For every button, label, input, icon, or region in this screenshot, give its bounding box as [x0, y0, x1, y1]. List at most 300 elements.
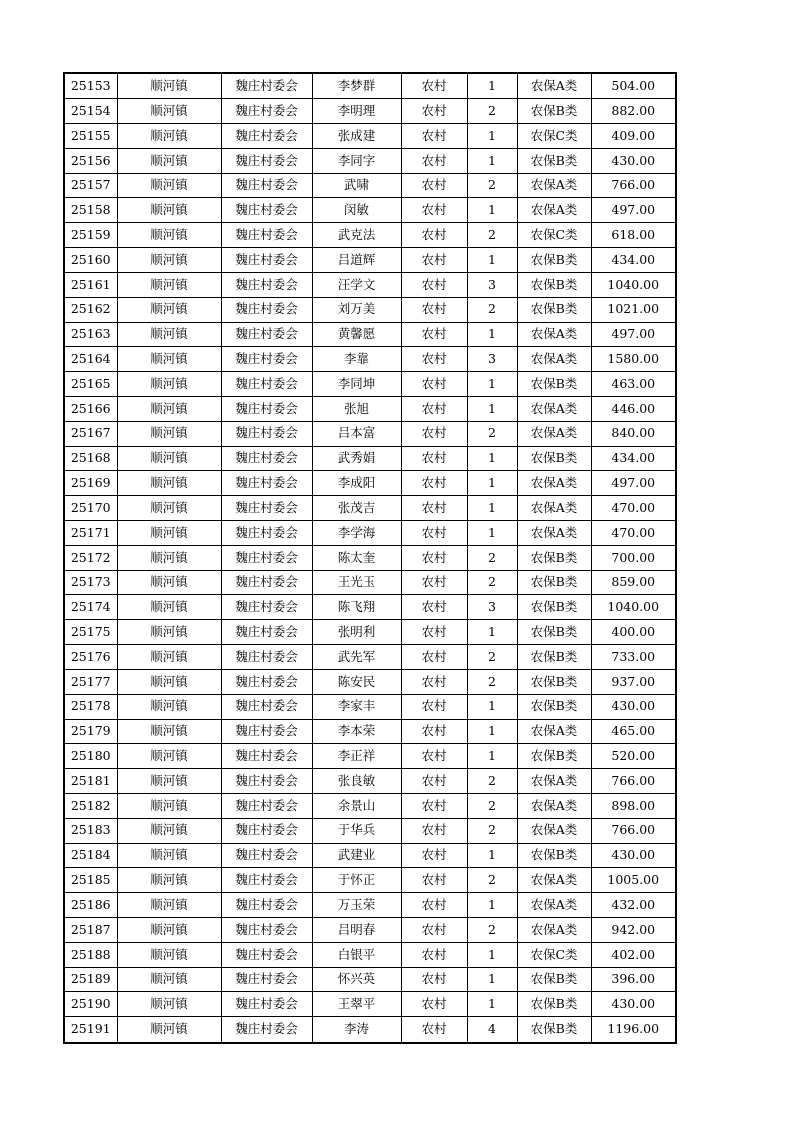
- cell-village: 魏庄村委会: [221, 620, 312, 645]
- cell-town: 顺河镇: [117, 843, 221, 868]
- cell-village: 魏庄村委会: [221, 818, 312, 843]
- cell-amount: 733.00: [591, 645, 676, 670]
- cell-name: 刘万美: [312, 297, 401, 322]
- table-row: [64, 198, 676, 223]
- cell-serial: 25153: [64, 73, 117, 99]
- cell-name: 张茂吉: [312, 496, 401, 521]
- cell-serial: 25160: [64, 248, 117, 273]
- cell-name: 陈太奎: [312, 545, 401, 570]
- cell-name: 怀兴英: [312, 967, 401, 992]
- cell-name: 武秀娟: [312, 446, 401, 471]
- cell-category: 农保B类: [517, 694, 591, 719]
- cell-serial: 25169: [64, 471, 117, 496]
- cell-amount: 409.00: [591, 124, 676, 149]
- cell-category: 农保B类: [517, 446, 591, 471]
- table-row: [64, 372, 676, 397]
- cell-town: 顺河镇: [117, 173, 221, 198]
- cell-residence: 农村: [401, 595, 467, 620]
- cell-serial: 25162: [64, 297, 117, 322]
- cell-serial: 25154: [64, 99, 117, 124]
- cell-amount: 618.00: [591, 223, 676, 248]
- cell-name: 黄馨愿: [312, 322, 401, 347]
- table-row: [64, 818, 676, 843]
- cell-count: 2: [467, 421, 517, 446]
- table-row: [64, 248, 676, 273]
- cell-serial: 25183: [64, 818, 117, 843]
- cell-residence: 农村: [401, 918, 467, 943]
- cell-count: 3: [467, 347, 517, 372]
- cell-amount: 840.00: [591, 421, 676, 446]
- cell-amount: 1196.00: [591, 1017, 676, 1043]
- cell-village: 魏庄村委会: [221, 99, 312, 124]
- cell-category: 农保C类: [517, 124, 591, 149]
- cell-name: 李梦群: [312, 73, 401, 99]
- cell-count: 2: [467, 545, 517, 570]
- table-row: [64, 521, 676, 546]
- cell-town: 顺河镇: [117, 645, 221, 670]
- cell-category: 农保B类: [517, 148, 591, 173]
- cell-category: 农保B类: [517, 1017, 591, 1043]
- cell-village: 魏庄村委会: [221, 645, 312, 670]
- cell-count: 1: [467, 893, 517, 918]
- cell-residence: 农村: [401, 967, 467, 992]
- cell-count: 1: [467, 372, 517, 397]
- cell-town: 顺河镇: [117, 73, 221, 99]
- table-row: [64, 967, 676, 992]
- cell-count: 1: [467, 942, 517, 967]
- cell-serial: 25173: [64, 570, 117, 595]
- cell-town: 顺河镇: [117, 694, 221, 719]
- table-row: [64, 421, 676, 446]
- cell-amount: 700.00: [591, 545, 676, 570]
- cell-name: 李明理: [312, 99, 401, 124]
- cell-town: 顺河镇: [117, 918, 221, 943]
- cell-amount: 430.00: [591, 694, 676, 719]
- cell-count: 2: [467, 918, 517, 943]
- cell-category: 农保B类: [517, 843, 591, 868]
- cell-serial: 25157: [64, 173, 117, 198]
- cell-village: 魏庄村委会: [221, 322, 312, 347]
- cell-town: 顺河镇: [117, 893, 221, 918]
- table-row: [64, 918, 676, 943]
- table-row: [64, 694, 676, 719]
- cell-town: 顺河镇: [117, 669, 221, 694]
- cell-residence: 农村: [401, 818, 467, 843]
- cell-amount: 882.00: [591, 99, 676, 124]
- cell-serial: 25176: [64, 645, 117, 670]
- cell-village: 魏庄村委会: [221, 843, 312, 868]
- cell-village: 魏庄村委会: [221, 496, 312, 521]
- cell-name: 张旭: [312, 396, 401, 421]
- table-row: [64, 645, 676, 670]
- table-row: [64, 173, 676, 198]
- cell-town: 顺河镇: [117, 99, 221, 124]
- cell-town: 顺河镇: [117, 322, 221, 347]
- cell-category: 农保B类: [517, 744, 591, 769]
- cell-category: 农保A类: [517, 521, 591, 546]
- cell-count: 4: [467, 1017, 517, 1043]
- cell-village: 魏庄村委会: [221, 793, 312, 818]
- cell-serial: 25159: [64, 223, 117, 248]
- cell-name: 武先军: [312, 645, 401, 670]
- cell-count: 2: [467, 645, 517, 670]
- cell-amount: 1040.00: [591, 595, 676, 620]
- cell-serial: 25168: [64, 446, 117, 471]
- cell-amount: 463.00: [591, 372, 676, 397]
- cell-count: 2: [467, 818, 517, 843]
- cell-serial: 25155: [64, 124, 117, 149]
- cell-village: 魏庄村委会: [221, 992, 312, 1017]
- table-row: [64, 620, 676, 645]
- cell-serial: 25167: [64, 421, 117, 446]
- cell-residence: 农村: [401, 843, 467, 868]
- cell-residence: 农村: [401, 570, 467, 595]
- cell-count: 2: [467, 793, 517, 818]
- cell-category: 农保C类: [517, 942, 591, 967]
- table-row: [64, 893, 676, 918]
- cell-village: 魏庄村委会: [221, 297, 312, 322]
- cell-name: 李同坤: [312, 372, 401, 397]
- cell-residence: 农村: [401, 322, 467, 347]
- cell-town: 顺河镇: [117, 719, 221, 744]
- cell-name: 万玉荣: [312, 893, 401, 918]
- cell-category: 农保A类: [517, 322, 591, 347]
- cell-town: 顺河镇: [117, 272, 221, 297]
- cell-name: 吕本富: [312, 421, 401, 446]
- cell-village: 魏庄村委会: [221, 372, 312, 397]
- cell-count: 1: [467, 496, 517, 521]
- cell-category: 农保B类: [517, 645, 591, 670]
- cell-town: 顺河镇: [117, 818, 221, 843]
- cell-residence: 农村: [401, 372, 467, 397]
- cell-town: 顺河镇: [117, 347, 221, 372]
- cell-residence: 农村: [401, 446, 467, 471]
- cell-count: 1: [467, 396, 517, 421]
- table-row: [64, 322, 676, 347]
- records-table: [63, 72, 677, 1044]
- cell-residence: 农村: [401, 347, 467, 372]
- cell-village: 魏庄村委会: [221, 421, 312, 446]
- cell-name: 张明利: [312, 620, 401, 645]
- cell-category: 农保B类: [517, 99, 591, 124]
- cell-count: 1: [467, 73, 517, 99]
- cell-residence: 农村: [401, 744, 467, 769]
- cell-town: 顺河镇: [117, 744, 221, 769]
- cell-residence: 农村: [401, 719, 467, 744]
- cell-name: 余景山: [312, 793, 401, 818]
- cell-village: 魏庄村委会: [221, 124, 312, 149]
- table-row: [64, 570, 676, 595]
- table-row: [64, 843, 676, 868]
- cell-residence: 农村: [401, 694, 467, 719]
- cell-amount: 430.00: [591, 843, 676, 868]
- cell-category: 农保B类: [517, 570, 591, 595]
- cell-village: 魏庄村委会: [221, 570, 312, 595]
- cell-count: 1: [467, 198, 517, 223]
- cell-village: 魏庄村委会: [221, 198, 312, 223]
- cell-name: 李同字: [312, 148, 401, 173]
- cell-category: 农保A类: [517, 893, 591, 918]
- cell-serial: 25172: [64, 545, 117, 570]
- cell-amount: 400.00: [591, 620, 676, 645]
- cell-category: 农保B类: [517, 992, 591, 1017]
- table-row: [64, 669, 676, 694]
- cell-town: 顺河镇: [117, 223, 221, 248]
- cell-count: 1: [467, 967, 517, 992]
- cell-category: 农保A类: [517, 347, 591, 372]
- table-row: [64, 471, 676, 496]
- cell-serial: 25188: [64, 942, 117, 967]
- cell-town: 顺河镇: [117, 942, 221, 967]
- cell-amount: 497.00: [591, 198, 676, 223]
- cell-residence: 农村: [401, 396, 467, 421]
- cell-count: 1: [467, 521, 517, 546]
- cell-amount: 497.00: [591, 471, 676, 496]
- cell-serial: 25181: [64, 769, 117, 794]
- cell-count: 3: [467, 272, 517, 297]
- cell-amount: 430.00: [591, 992, 676, 1017]
- table-row: [64, 347, 676, 372]
- cell-category: 农保B类: [517, 620, 591, 645]
- cell-amount: 520.00: [591, 744, 676, 769]
- cell-category: 农保A类: [517, 818, 591, 843]
- cell-village: 魏庄村委会: [221, 769, 312, 794]
- cell-village: 魏庄村委会: [221, 471, 312, 496]
- cell-serial: 25178: [64, 694, 117, 719]
- table-row: [64, 396, 676, 421]
- cell-category: 农保B类: [517, 248, 591, 273]
- cell-amount: 396.00: [591, 967, 676, 992]
- cell-count: 1: [467, 843, 517, 868]
- cell-town: 顺河镇: [117, 421, 221, 446]
- cell-serial: 25190: [64, 992, 117, 1017]
- cell-count: 2: [467, 99, 517, 124]
- table-row: [64, 992, 676, 1017]
- cell-village: 魏庄村委会: [221, 1017, 312, 1043]
- table-row: [64, 272, 676, 297]
- cell-amount: 432.00: [591, 893, 676, 918]
- cell-count: 2: [467, 570, 517, 595]
- table-row: [64, 297, 676, 322]
- cell-category: 农保A类: [517, 421, 591, 446]
- cell-village: 魏庄村委会: [221, 918, 312, 943]
- cell-amount: 465.00: [591, 719, 676, 744]
- cell-serial: 25170: [64, 496, 117, 521]
- cell-residence: 农村: [401, 496, 467, 521]
- cell-amount: 446.00: [591, 396, 676, 421]
- cell-category: 农保A类: [517, 396, 591, 421]
- cell-serial: 25175: [64, 620, 117, 645]
- cell-name: 王光玉: [312, 570, 401, 595]
- cell-name: 武建业: [312, 843, 401, 868]
- cell-residence: 农村: [401, 297, 467, 322]
- cell-serial: 25171: [64, 521, 117, 546]
- cell-village: 魏庄村委会: [221, 396, 312, 421]
- cell-serial: 25165: [64, 372, 117, 397]
- cell-category: 农保A类: [517, 471, 591, 496]
- cell-name: 陈安民: [312, 669, 401, 694]
- cell-count: 2: [467, 769, 517, 794]
- cell-name: 王翠平: [312, 992, 401, 1017]
- cell-town: 顺河镇: [117, 124, 221, 149]
- cell-serial: 25185: [64, 868, 117, 893]
- cell-town: 顺河镇: [117, 446, 221, 471]
- cell-category: 农保A类: [517, 73, 591, 99]
- cell-residence: 农村: [401, 223, 467, 248]
- cell-amount: 402.00: [591, 942, 676, 967]
- cell-serial: 25187: [64, 918, 117, 943]
- cell-town: 顺河镇: [117, 868, 221, 893]
- cell-serial: 25158: [64, 198, 117, 223]
- cell-village: 魏庄村委会: [221, 173, 312, 198]
- cell-amount: 766.00: [591, 818, 676, 843]
- cell-category: 农保B类: [517, 669, 591, 694]
- cell-residence: 农村: [401, 992, 467, 1017]
- cell-town: 顺河镇: [117, 521, 221, 546]
- cell-count: 2: [467, 223, 517, 248]
- cell-amount: 434.00: [591, 446, 676, 471]
- cell-amount: 1021.00: [591, 297, 676, 322]
- cell-amount: 1005.00: [591, 868, 676, 893]
- table-row: [64, 148, 676, 173]
- cell-village: 魏庄村委会: [221, 272, 312, 297]
- cell-name: 闵敏: [312, 198, 401, 223]
- cell-town: 顺河镇: [117, 545, 221, 570]
- table-row: [64, 99, 676, 124]
- cell-serial: 25186: [64, 893, 117, 918]
- cell-count: 1: [467, 322, 517, 347]
- cell-name: 汪学文: [312, 272, 401, 297]
- cell-name: 李本荣: [312, 719, 401, 744]
- table-row: [64, 545, 676, 570]
- cell-town: 顺河镇: [117, 967, 221, 992]
- cell-category: 农保A类: [517, 793, 591, 818]
- table-row: [64, 73, 676, 99]
- cell-town: 顺河镇: [117, 793, 221, 818]
- cell-residence: 农村: [401, 198, 467, 223]
- cell-amount: 497.00: [591, 322, 676, 347]
- cell-residence: 农村: [401, 545, 467, 570]
- cell-village: 魏庄村委会: [221, 521, 312, 546]
- table-row: [64, 719, 676, 744]
- cell-town: 顺河镇: [117, 248, 221, 273]
- cell-count: 1: [467, 992, 517, 1017]
- cell-village: 魏庄村委会: [221, 248, 312, 273]
- table-row: [64, 446, 676, 471]
- cell-name: 武克法: [312, 223, 401, 248]
- cell-serial: 25180: [64, 744, 117, 769]
- cell-serial: 25182: [64, 793, 117, 818]
- cell-town: 顺河镇: [117, 769, 221, 794]
- cell-count: 2: [467, 297, 517, 322]
- cell-residence: 农村: [401, 471, 467, 496]
- cell-category: 农保B类: [517, 545, 591, 570]
- cell-amount: 942.00: [591, 918, 676, 943]
- cell-name: 陈飞翔: [312, 595, 401, 620]
- cell-name: 张成建: [312, 124, 401, 149]
- cell-name: 武啸: [312, 173, 401, 198]
- cell-serial: 25156: [64, 148, 117, 173]
- cell-name: 李靠: [312, 347, 401, 372]
- cell-count: 1: [467, 744, 517, 769]
- cell-town: 顺河镇: [117, 1017, 221, 1043]
- cell-town: 顺河镇: [117, 372, 221, 397]
- cell-category: 农保A类: [517, 868, 591, 893]
- cell-count: 1: [467, 446, 517, 471]
- cell-town: 顺河镇: [117, 198, 221, 223]
- cell-residence: 农村: [401, 124, 467, 149]
- cell-category: 农保A类: [517, 496, 591, 521]
- cell-residence: 农村: [401, 620, 467, 645]
- records-table-body: [64, 73, 676, 1043]
- cell-village: 魏庄村委会: [221, 669, 312, 694]
- cell-count: 1: [467, 124, 517, 149]
- cell-category: 农保B类: [517, 272, 591, 297]
- cell-amount: 504.00: [591, 73, 676, 99]
- cell-residence: 农村: [401, 521, 467, 546]
- cell-serial: 25189: [64, 967, 117, 992]
- cell-residence: 农村: [401, 248, 467, 273]
- cell-village: 魏庄村委会: [221, 694, 312, 719]
- cell-village: 魏庄村委会: [221, 73, 312, 99]
- cell-count: 2: [467, 669, 517, 694]
- cell-name: 李成阳: [312, 471, 401, 496]
- cell-serial: 25174: [64, 595, 117, 620]
- cell-category: 农保A类: [517, 769, 591, 794]
- cell-count: 1: [467, 620, 517, 645]
- cell-town: 顺河镇: [117, 396, 221, 421]
- cell-serial: 25164: [64, 347, 117, 372]
- table-row: [64, 793, 676, 818]
- cell-town: 顺河镇: [117, 496, 221, 521]
- table-row: [64, 223, 676, 248]
- cell-category: 农保A类: [517, 918, 591, 943]
- cell-category: 农保B类: [517, 967, 591, 992]
- cell-residence: 农村: [401, 793, 467, 818]
- cell-name: 李学海: [312, 521, 401, 546]
- cell-count: 3: [467, 595, 517, 620]
- cell-town: 顺河镇: [117, 595, 221, 620]
- cell-residence: 农村: [401, 1017, 467, 1043]
- cell-category: 农保C类: [517, 223, 591, 248]
- cell-residence: 农村: [401, 272, 467, 297]
- cell-name: 吕道辉: [312, 248, 401, 273]
- cell-village: 魏庄村委会: [221, 446, 312, 471]
- cell-category: 农保A类: [517, 198, 591, 223]
- cell-name: 白银平: [312, 942, 401, 967]
- cell-category: 农保A类: [517, 173, 591, 198]
- table-row: [64, 942, 676, 967]
- cell-name: 吕明春: [312, 918, 401, 943]
- cell-count: 1: [467, 694, 517, 719]
- cell-residence: 农村: [401, 769, 467, 794]
- cell-serial: 25163: [64, 322, 117, 347]
- cell-residence: 农村: [401, 73, 467, 99]
- cell-name: 张良敏: [312, 769, 401, 794]
- cell-name: 于怀正: [312, 868, 401, 893]
- cell-serial: 25177: [64, 669, 117, 694]
- cell-village: 魏庄村委会: [221, 595, 312, 620]
- cell-village: 魏庄村委会: [221, 148, 312, 173]
- cell-serial: 25191: [64, 1017, 117, 1043]
- cell-residence: 农村: [401, 173, 467, 198]
- cell-count: 1: [467, 248, 517, 273]
- cell-serial: 25161: [64, 272, 117, 297]
- cell-serial: 25179: [64, 719, 117, 744]
- cell-count: 1: [467, 148, 517, 173]
- cell-town: 顺河镇: [117, 148, 221, 173]
- cell-amount: 1040.00: [591, 272, 676, 297]
